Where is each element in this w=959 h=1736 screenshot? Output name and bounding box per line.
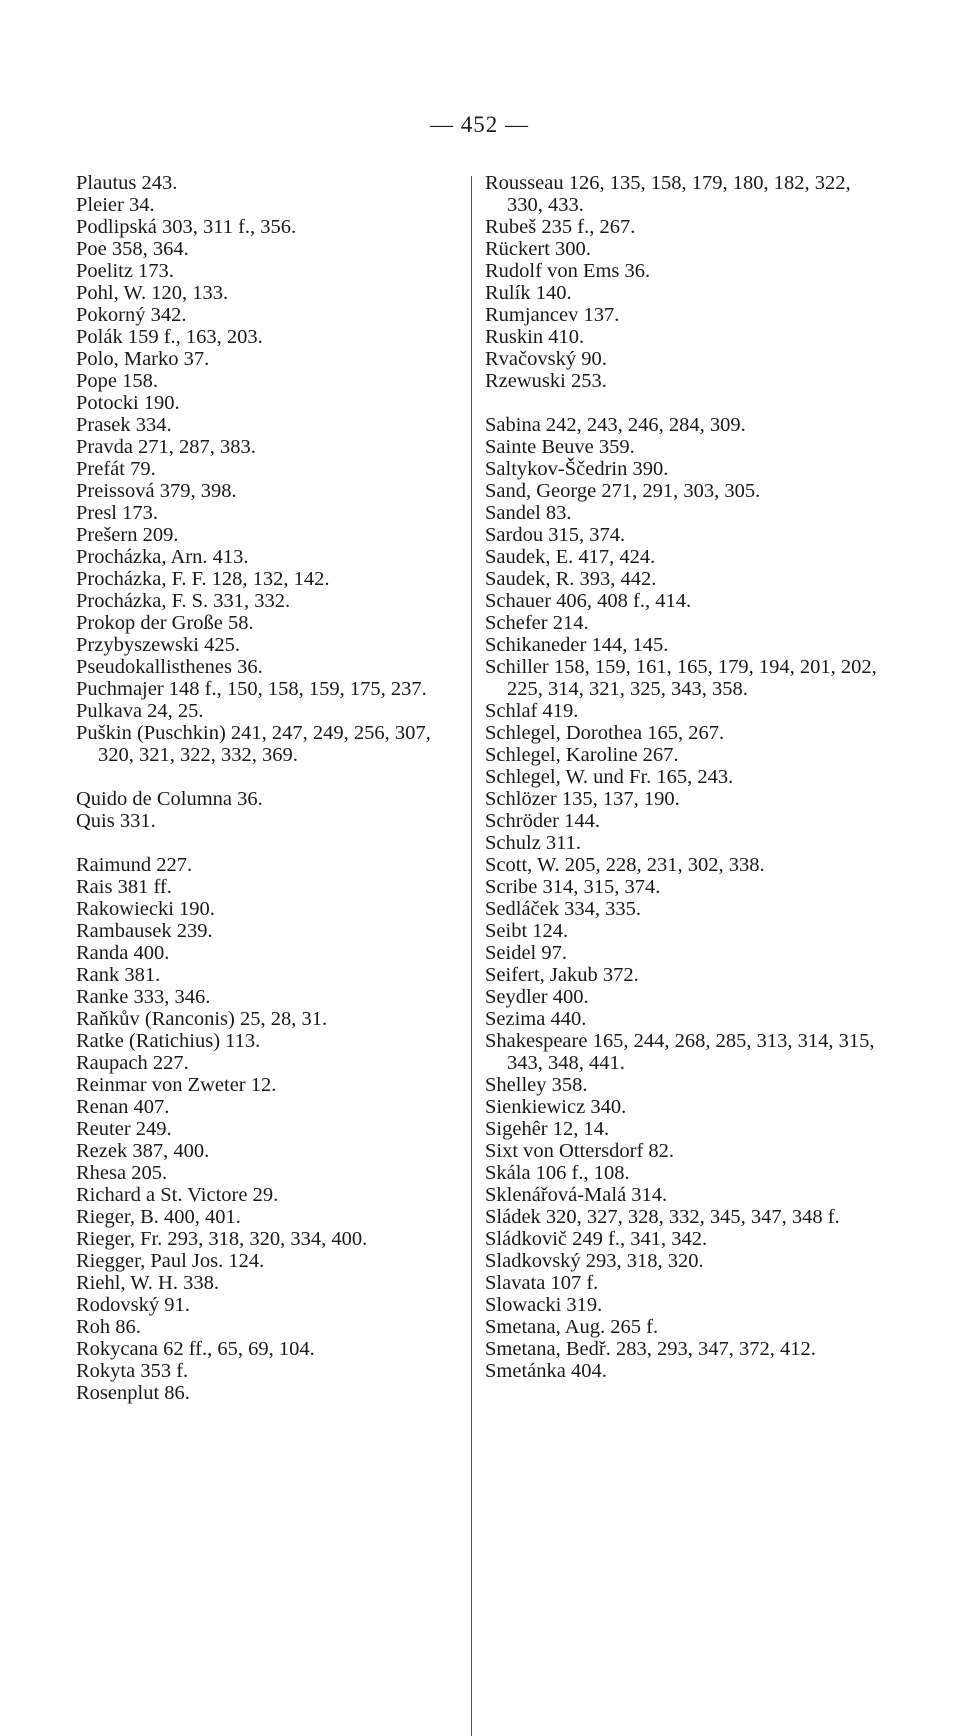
index-column-right	[485, 172, 885, 1382]
index-entry: Sezima 440.	[485, 1008, 587, 1030]
index-entry: Potocki 190.	[76, 392, 180, 414]
index-entry: Rosenplut 86.	[76, 1382, 190, 1404]
index-entry: Schiller 158, 159, 161, 165, 179, 194, 201, 202, 225, 314, 321, 325, 343, 358.	[485, 656, 882, 700]
section-gap	[485, 392, 885, 414]
index-entry: Sandel 83.	[485, 502, 572, 524]
column-divider	[471, 176, 472, 1736]
index-entry: Pokorný 342.	[76, 304, 187, 326]
index-entry: Schulz 311.	[485, 832, 582, 854]
index-entry: Rakowiecki 190.	[76, 898, 215, 920]
index-entry: Polo, Marko 37.	[76, 348, 210, 370]
index-entry: Sklenářová-Malá 314.	[485, 1184, 668, 1206]
index-entry: Skála 106 f., 108.	[485, 1162, 630, 1184]
index-entry: Rokyta 353 f.	[76, 1360, 189, 1382]
index-entry: Roh 86.	[76, 1316, 141, 1338]
index-entry: Sienkiewicz 340.	[485, 1096, 627, 1118]
index-entry: Riegger, Paul Jos. 124.	[76, 1250, 265, 1272]
index-entry: Sardou 315, 374.	[485, 524, 626, 546]
index-entry: Procházka, F. S. 331, 332.	[76, 590, 291, 612]
index-entry: Rieger, B. 400, 401.	[76, 1206, 241, 1228]
index-entry: Schlegel, Karoline 267.	[485, 744, 679, 766]
index-entry: Sedláček 334, 335.	[485, 898, 641, 920]
index-entry: Pope 158.	[76, 370, 158, 392]
index-entry: Rückert 300.	[485, 238, 591, 260]
index-entry: Raupach 227.	[76, 1052, 189, 1074]
section-gap	[76, 832, 461, 854]
index-entry: Prasek 334.	[76, 414, 172, 436]
index-entry: Saudek, R. 393, 442.	[485, 568, 657, 590]
page-number: — 452 —	[430, 112, 529, 137]
index-entry: Sainte Beuve 359.	[485, 436, 635, 458]
index-entry: Richard a St. Victore 29.	[76, 1184, 279, 1206]
index-entry: Rhesa 205.	[76, 1162, 168, 1184]
index-entry: Smetana, Bedř. 283, 293, 347, 372, 412.	[485, 1338, 816, 1360]
index-entry: Quis 331.	[76, 810, 156, 832]
index-entry: Seifert, Jakub 372.	[485, 964, 639, 986]
index-entry: Podlipská 303, 311 f., 356.	[76, 216, 297, 238]
index-entry: Pohl, W. 120, 133.	[76, 282, 229, 304]
index-entry: Preissová 379, 398.	[76, 480, 237, 502]
index-entry: Rank 381.	[76, 964, 161, 986]
index-entry: Ranke 333, 346.	[76, 986, 211, 1008]
index-entry: Smetana, Aug. 265 f.	[485, 1316, 659, 1338]
index-entry: Procházka, F. F. 128, 132, 142.	[76, 568, 330, 590]
index-entry: Presl 173.	[76, 502, 158, 524]
index-entry: Slowacki 319.	[485, 1294, 603, 1316]
index-entry: Rais 381 ff.	[76, 876, 172, 898]
index-entry: Sand, George 271, 291, 303, 305.	[485, 480, 761, 502]
index-entry: Rezek 387, 400.	[76, 1140, 210, 1162]
index-entry: Renan 407.	[76, 1096, 170, 1118]
index-entry: Puchmajer 148 f., 150, 158, 159, 175, 237.	[76, 678, 427, 700]
index-entry: Puškin (Puschkin) 241, 247, 249, 256, 307, 320, 321, 322, 332, 369.	[76, 722, 436, 766]
index-entry: Rokycana 62 ff., 65, 69, 104.	[76, 1338, 315, 1360]
index-entry: Prešern 209.	[76, 524, 179, 546]
index-entry: Sladkovský 293, 318, 320.	[485, 1250, 704, 1272]
index-entry: Schauer 406, 408 f., 414.	[485, 590, 692, 612]
index-entry: Ruskin 410.	[485, 326, 585, 348]
index-entry: Rvačovský 90.	[485, 348, 607, 370]
index-entry: Przybyszewski 425.	[76, 634, 240, 656]
index-entry: Sigehêr 12, 14.	[485, 1118, 610, 1140]
index-entry: Schikaneder 144, 145.	[485, 634, 669, 656]
index-entry: Rambausek 239.	[76, 920, 213, 942]
index-entry: Ratke (Ratichius) 113.	[76, 1030, 261, 1052]
index-entry: Raňkův (Ranconis) 25, 28, 31.	[76, 1008, 328, 1030]
index-entry: Schlözer 135, 137, 190.	[485, 788, 680, 810]
index-entry: Seydler 400.	[485, 986, 589, 1008]
index-entry: Rousseau 126, 135, 158, 179, 180, 182, 322, 330, 433.	[485, 172, 856, 216]
index-entry: Schlaf 419.	[485, 700, 579, 722]
index-entry: Saltykov-Ščedrin 390.	[485, 458, 669, 480]
index-entry: Smetánka 404.	[485, 1360, 607, 1382]
index-entry: Rodovský 91.	[76, 1294, 190, 1316]
index-entry: Quido de Columna 36.	[76, 788, 263, 810]
index-entry: Plautus 243.	[76, 172, 178, 194]
section-gap	[76, 766, 461, 788]
index-entry: Seidel 97.	[485, 942, 567, 964]
index-entry: Rumjancev 137.	[485, 304, 620, 326]
index-entry: Rulík 140.	[485, 282, 572, 304]
index-entry: Randa 400.	[76, 942, 170, 964]
index-entry: Pleier 34.	[76, 194, 155, 216]
index-entry: Reuter 249.	[76, 1118, 172, 1140]
index-entry: Raimund 227.	[76, 854, 193, 876]
index-entry: Saudek, E. 417, 424.	[485, 546, 656, 568]
index-entry: Pravda 271, 287, 383.	[76, 436, 256, 458]
index-entry: Pulkava 24, 25.	[76, 700, 204, 722]
index-column-left	[76, 172, 461, 1404]
index-entry: Shakespeare 165, 244, 268, 285, 313, 314, 315, 343, 348, 441.	[485, 1030, 880, 1074]
index-entry: Riehl, W. H. 338.	[76, 1272, 219, 1294]
index-entry: Prokop der Große 58.	[76, 612, 254, 634]
index-entry: Sládkovič 249 f., 341, 342.	[485, 1228, 708, 1250]
index-entry: Rieger, Fr. 293, 318, 320, 334, 400.	[76, 1228, 368, 1250]
index-entry: Procházka, Arn. 413.	[76, 546, 249, 568]
index-entry: Schlegel, W. und Fr. 165, 243.	[485, 766, 734, 788]
index-entry: Slavata 107 f.	[485, 1272, 599, 1294]
index-entry: Polák 159 f., 163, 203.	[76, 326, 263, 348]
index-entry: Sabina 242, 243, 246, 284, 309.	[485, 414, 746, 436]
index-entry: Sixt von Ottersdorf 82.	[485, 1140, 675, 1162]
index-entry: Scribe 314, 315, 374.	[485, 876, 661, 898]
index-entry: Rubeš 235 f., 267.	[485, 216, 636, 238]
index-entry: Schlegel, Dorothea 165, 267.	[485, 722, 725, 744]
index-entry: Poelitz 173.	[76, 260, 174, 282]
index-entry: Reinmar von Zweter 12.	[76, 1074, 277, 1096]
index-entry: Rudolf von Ems 36.	[485, 260, 651, 282]
index-entry: Prefát 79.	[76, 458, 156, 480]
index-entry: Pseudokallisthenes 36.	[76, 656, 263, 678]
index-entry: Schröder 144.	[485, 810, 601, 832]
index-entry: Shelley 358.	[485, 1074, 588, 1096]
index-entry: Sládek 320, 327, 328, 332, 345, 347, 348 f.	[485, 1206, 840, 1228]
index-entry: Scott, W. 205, 228, 231, 302, 338.	[485, 854, 765, 876]
index-entry: Poe 358, 364.	[76, 238, 189, 260]
index-entry: Rzewuski 253.	[485, 370, 607, 392]
index-entry: Schefer 214.	[485, 612, 589, 634]
index-entry: Seibt 124.	[485, 920, 569, 942]
